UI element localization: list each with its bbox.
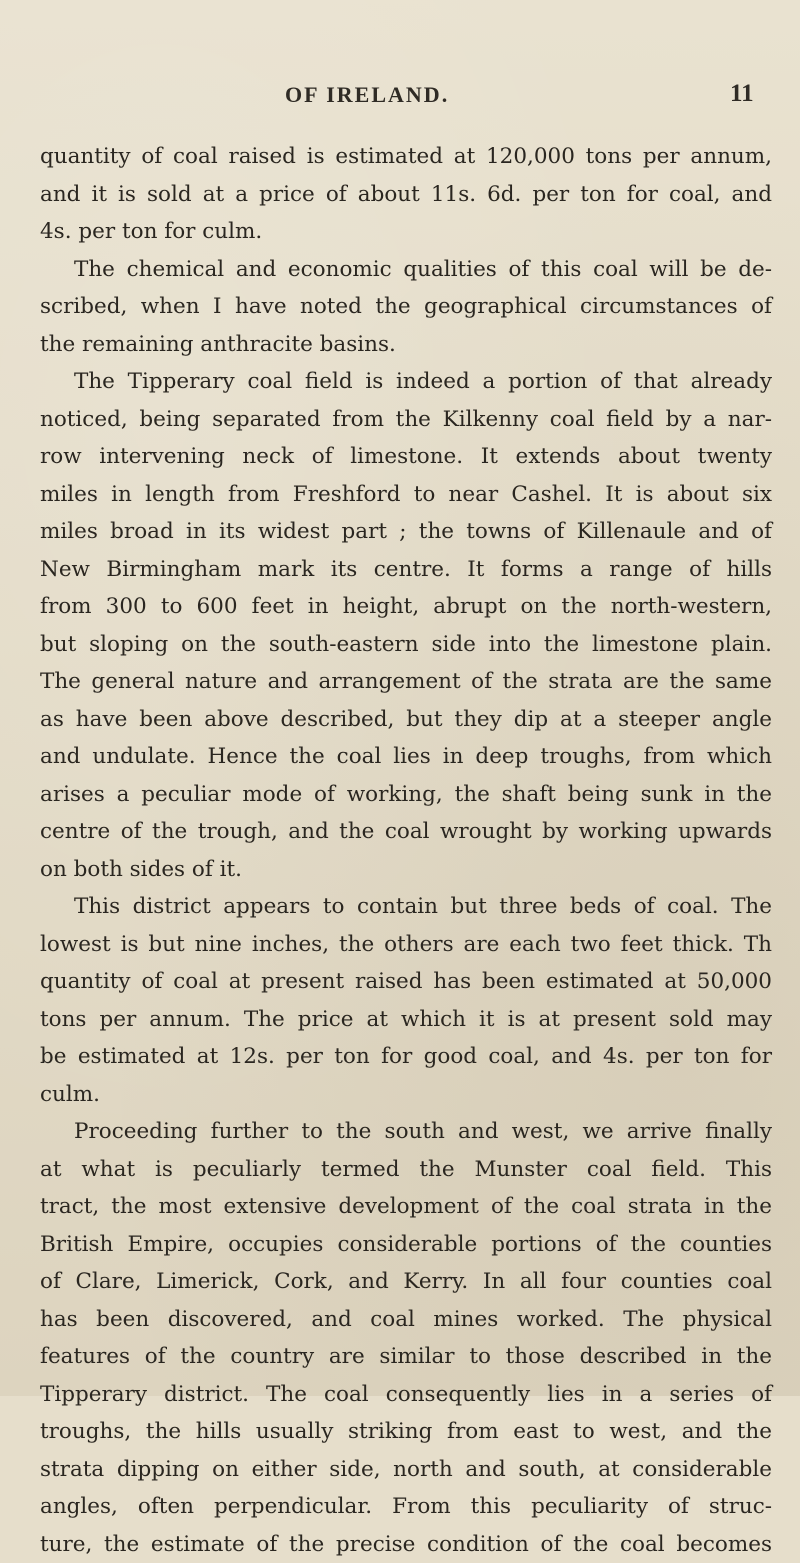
text-line: miles in length from Freshford to near Cashel. It is about six [40, 476, 772, 514]
text-line: tons per annum. The price at which it is at present sold may [40, 1001, 772, 1039]
running-head: OF IRELAND. [285, 82, 449, 108]
page-header [0, 82, 800, 114]
text-line: and undulate. Hence the coal lies in deep troughs, from which [40, 738, 772, 776]
page-number: 11 [730, 80, 754, 108]
text-line: the remaining anthracite basins. [40, 326, 772, 364]
text-line: troughs, the hills usually striking from east to west, and the [40, 1413, 772, 1451]
text-line: British Empire, occupies considerable portions of the counties [40, 1226, 772, 1264]
text-line: miles broad in its widest part ; the towns of Killenaule and of [40, 513, 772, 551]
body-text [40, 138, 772, 1563]
text-line: lowest is but nine inches, the others are each two feet thick. Th [40, 926, 772, 964]
text-line: quantity of coal at present raised has been estimated at 50,000 [40, 963, 772, 1001]
text-line: at what is peculiarly termed the Munster coal field. This [40, 1151, 772, 1189]
text-line: arises a peculiar mode of working, the shaft being sunk in the [40, 776, 772, 814]
text-line: has been discovered, and coal mines worked. The physical [40, 1301, 772, 1339]
text-line: strata dipping on either side, north and south, at considerable [40, 1451, 772, 1489]
text-line: The Tipperary coal field is indeed a portion of that already [40, 363, 772, 401]
text-line: centre of the trough, and the coal wrought by working upwards [40, 813, 772, 851]
text-line: angles, often perpendicular. From this peculiarity of struc- [40, 1488, 772, 1526]
text-line: culm. [40, 1076, 772, 1114]
text-line: Tipperary district. The coal consequently lies in a series of [40, 1376, 772, 1414]
text-line: noticed, being separated from the Kilkenny coal field by a nar- [40, 401, 772, 439]
text-line: and it is sold at a price of about 11s. 6d. per ton for coal, and [40, 176, 772, 214]
text-line: be estimated at 12s. per ton for good coal, and 4s. per ton for [40, 1038, 772, 1076]
text-line: This district appears to contain but three beds of coal. The [40, 888, 772, 926]
text-line: Proceeding further to the south and west, we arrive finally [40, 1113, 772, 1151]
text-line: The chemical and economic qualities of this coal will be de- [40, 251, 772, 289]
text-line: of Clare, Limerick, Cork, and Kerry. In all four counties coal [40, 1263, 772, 1301]
text-line: New Birmingham mark its centre. It forms a range of hills [40, 551, 772, 589]
text-line: row intervening neck of limestone. It extends about twenty [40, 438, 772, 476]
text-line: quantity of coal raised is estimated at 120,000 tons per annum, [40, 138, 772, 176]
text-line: scribed, when I have noted the geographical circumstances of [40, 288, 772, 326]
text-line: from 300 to 600 feet in height, abrupt on the north-western, [40, 588, 772, 626]
text-line: tract, the most extensive development of the coal strata in the [40, 1188, 772, 1226]
text-line: on both sides of it. [40, 851, 772, 889]
text-line: as have been above described, but they dip at a steeper angle [40, 701, 772, 739]
text-line: 4s. per ton for culm. [40, 213, 772, 251]
text-line: but sloping on the south-eastern side into the limestone plain. [40, 626, 772, 664]
text-line: ture, the estimate of the precise condition of the coal becomes [40, 1526, 772, 1563]
text-line: The general nature and arrangement of the strata are the same [40, 663, 772, 701]
text-line: features of the country are similar to those described in the [40, 1338, 772, 1376]
